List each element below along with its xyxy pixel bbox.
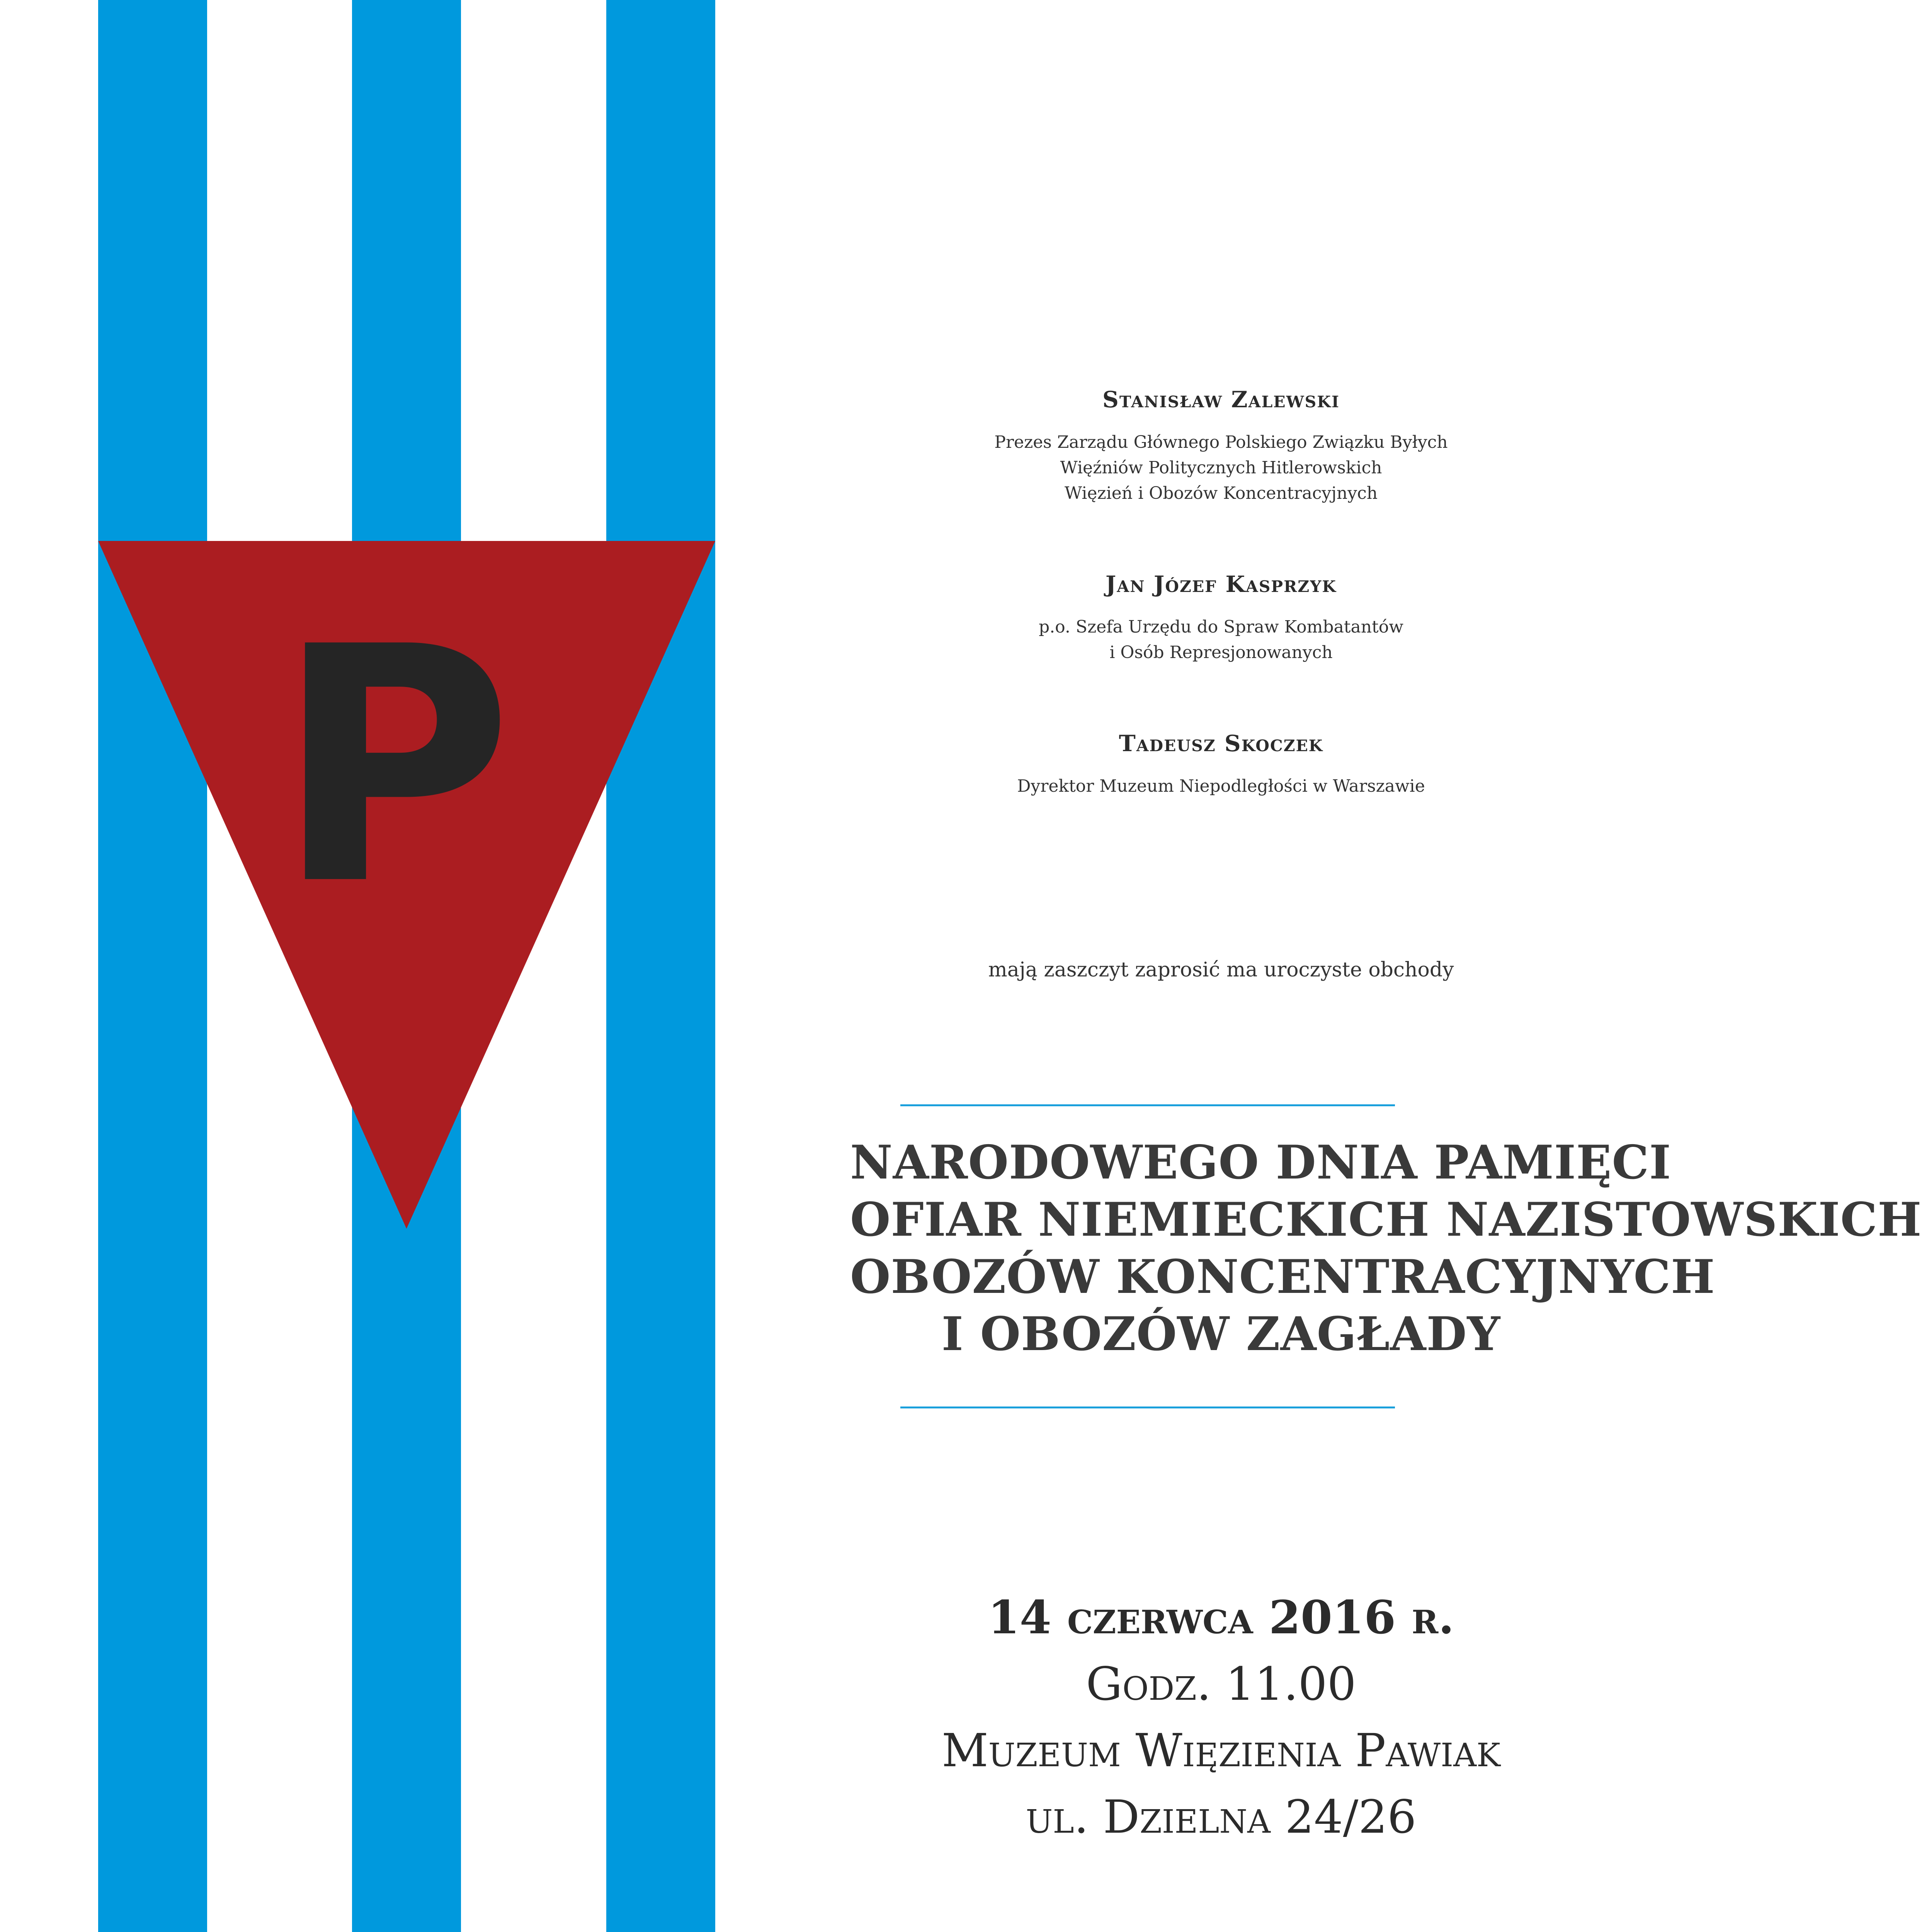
invite-text: mają zaszczyt zaprosić ma uroczyste obchody — [988, 958, 1454, 981]
host-3 — [850, 730, 1592, 799]
host-role-line: Prezes Zarządu Głównego Polskiego Związku Byłych — [994, 432, 1448, 452]
headline-line: NARODOWEGO DNIA PAMIĘCI — [850, 1135, 1672, 1190]
headline-line: OFIAR NIEMIECKICH NAZISTOWSKICH — [850, 1192, 1922, 1247]
host-name: Stanisław Zalewski — [1102, 386, 1340, 413]
host-role-line: Dyrektor Muzeum Niepodległości w Warszawie — [1017, 776, 1425, 796]
event-details — [850, 1584, 1592, 1850]
headline — [850, 1134, 1922, 1363]
headline-line: I OBOZÓW ZAGŁADY — [941, 1307, 1501, 1361]
host-role-line: Więźniów Politycznych Hitlerowskich — [1060, 458, 1382, 478]
red-triangle-badge — [0, 0, 734, 1236]
event-date: 14 czerwca 2016 r. — [988, 1590, 1454, 1644]
top-rule — [900, 1104, 1395, 1106]
event-place: Muzeum Więzienia Pawiak — [941, 1724, 1501, 1777]
host-role — [850, 774, 1592, 799]
host-1 — [850, 386, 1592, 506]
bottom-rule — [900, 1406, 1395, 1408]
badge-letter: P — [275, 578, 513, 956]
host-name: Tadeusz Skoczek — [1119, 730, 1323, 757]
host-role — [850, 430, 1592, 506]
event-address: ul. Dzielna 24/26 — [1026, 1790, 1417, 1844]
event-time: Godz. 11.00 — [1086, 1657, 1356, 1711]
host-role-line: p.o. Szefa Urzędu do Spraw Kombatantów — [1039, 617, 1403, 637]
host-role-line: i Osób Represjonowanych — [1109, 643, 1333, 662]
host-role-line: Więzień i Obozów Koncentracyjnych — [1064, 483, 1378, 503]
host-2 — [850, 571, 1592, 665]
host-role — [850, 614, 1592, 665]
headline-line: OBOZÓW KONCENTRACYJNYCH — [850, 1250, 1715, 1304]
host-name: Jan Józef Kasprzyk — [1105, 571, 1337, 597]
